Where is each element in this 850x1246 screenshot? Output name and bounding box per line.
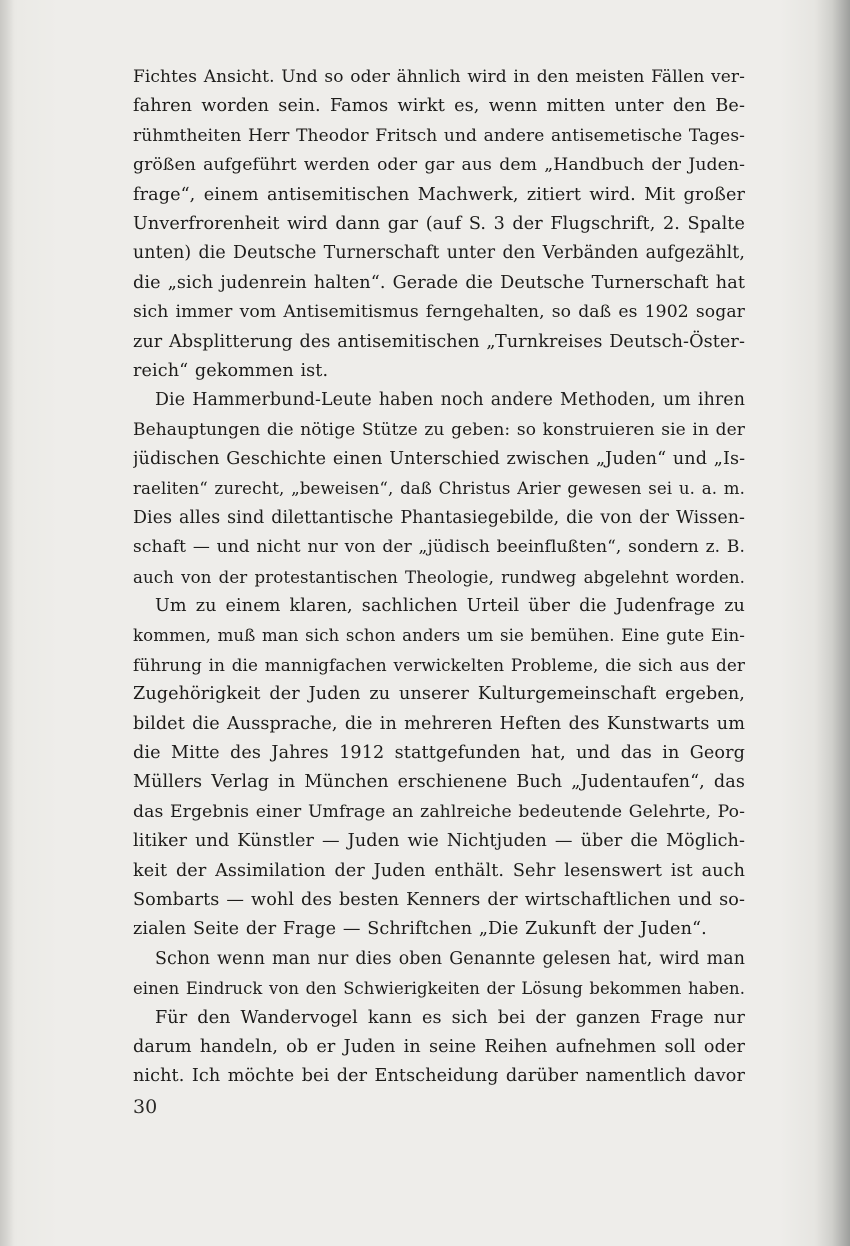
- text-line: nicht. Ich möchte bei der Entscheidung darüber namentlich davor: [133, 1066, 745, 1087]
- text-line: raeliten“ zurecht, „beweisen“, daß Christus Arier gewesen sei u. a. m.: [133, 479, 745, 499]
- text-line: führung in die mannigfachen verwickelten Probleme, die sich aus der: [133, 654, 745, 675]
- paragraph: [133, 63, 745, 386]
- text-line: unten) die Deutsche Turnerschaft unter den Verbänden aufgezählt,: [133, 243, 745, 264]
- paragraph: [133, 592, 745, 945]
- text-line: Schon wenn man nur dies oben Genannte gelesen hat, wird man: [155, 948, 745, 969]
- text-line: die „sich judenrein halten“. Gerade die Deutsche Turnerschaft hat: [133, 272, 745, 293]
- paragraph: [133, 1004, 745, 1092]
- text-line: Die Hammerbund-Leute haben noch andere Methoden, um ihren: [155, 390, 745, 411]
- text-line: das Ergebnis einer Umfrage an zahlreiche bedeutende Gelehrte, Po-: [133, 801, 745, 822]
- text-line: kommen, muß man sich schon anders um sie bemühen. Eine gute Ein-: [133, 626, 745, 646]
- text-line: einen Eindruck von den Schwierigkeiten der Lösung bekommen haben.: [133, 979, 745, 999]
- text-line: Fichtes Ansicht. Und so oder ähnlich wird in den meisten Fällen ver-: [133, 67, 745, 87]
- text-line: zialen Seite der Frage — Schriftchen „Die Zukunft der Juden“.: [133, 919, 707, 940]
- text-line: größen aufgeführt werden oder gar aus dem „Handbuch der Juden-: [133, 155, 745, 176]
- text-line: schaft — und nicht nur von der „jüdisch beeinflußten“, sondern z. B.: [133, 537, 745, 558]
- text-line: rühmtheiten Herr Theodor Fritsch und andere antisemetische Tages-: [133, 125, 745, 146]
- text-line: Dies alles sind dilettantische Phantasiegebilde, die von der Wissen-: [133, 507, 745, 528]
- text-line: frage“, einem antisemitischen Machwerk, zitiert wird. Mit großer: [133, 184, 745, 205]
- text-line: fahren worden sein. Famos wirkt es, wenn mitten unter den Be-: [133, 96, 745, 117]
- text-line: darum handeln, ob er Juden in seine Reihen aufnehmen soll oder: [133, 1036, 745, 1057]
- text-line: die Mitte des Jahres 1912 stattgefunden hat, und das in Georg: [133, 742, 745, 763]
- text-line: reich“ gekommen ist.: [133, 360, 329, 381]
- paragraph: [133, 945, 745, 1004]
- text-line: zur Absplitterung des antisemitischen „Turnkreises Deutsch-Öster-: [133, 331, 745, 352]
- text-line: bildet die Aussprache, die in mehreren Heften des Kunstwarts um: [133, 713, 745, 734]
- text-line: Um zu einem klaren, sachlichen Urteil über die Judenfrage zu: [155, 596, 745, 617]
- text-line: keit der Assimilation der Juden enthält. Sehr lesenswert ist auch: [133, 860, 745, 881]
- text-line: auch von der protestantischen Theologie, rundweg abgelehnt worden.: [133, 567, 745, 587]
- page-number: 30: [133, 1096, 158, 1118]
- spine-shadow: [0, 0, 14, 1246]
- text-line: Unverfrorenheit wird dann gar (auf S. 3 der Flugschrift, 2. Spalte: [133, 213, 745, 234]
- paragraph: [133, 386, 745, 592]
- text-line: Behauptungen die nötige Stütze zu geben: so konstruieren sie in der: [133, 419, 745, 440]
- text-line: Für den Wandervogel kann es sich bei der ganzen Frage nur: [155, 1007, 745, 1028]
- text-line: Müllers Verlag in München erschienene Buch „Judentaufen“, das: [133, 772, 745, 793]
- text-line: Sombarts — wohl des besten Kenners der wirtschaftlichen und so-: [133, 889, 745, 910]
- text-line: litiker und Künstler — Juden wie Nichtjuden — über die Möglich-: [133, 831, 745, 852]
- body-text: [133, 63, 745, 1092]
- text-line: Zugehörigkeit der Juden zu unserer Kulturgemeinschaft ergeben,: [133, 684, 745, 705]
- text-line: sich immer vom Antisemitismus ferngehalten, so daß es 1902 sogar: [133, 302, 745, 323]
- text-line: jüdischen Geschichte einen Unterschied zwischen „Juden“ und „Is-: [133, 449, 745, 470]
